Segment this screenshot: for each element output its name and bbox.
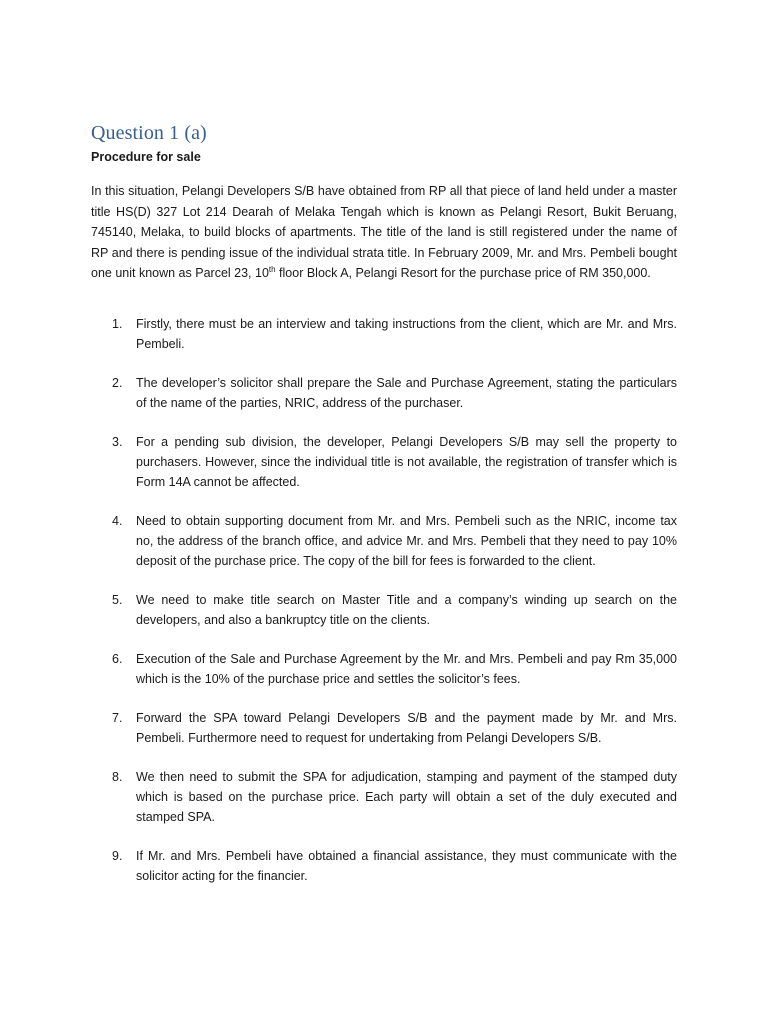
intro-text-part-1: In this situation, Pelangi Developers S/B have obtained from RP all that piece of land held under a master title HS(D) 327 Lot 214 Dearah of Melaka Tengah which is known as Pelangi Resort, Bukit Beruang, 745140, Melaka, to build blocks of apartments. The title of the land is still registered under the name of RP and there is pending issue of the individual strata title. In February 2009, Mr. and Mrs. Pembeli bought one unit known as Parcel 23, 10 [91, 184, 677, 281]
intro-paragraph [91, 181, 677, 284]
step-text: We need to make title search on Master Title and a company’s winding up search on the developers, and also a bankruptcy title on the clients. [136, 593, 677, 627]
procedure-step [91, 511, 677, 571]
section-title: Procedure for sale [91, 150, 201, 164]
procedure-step [91, 846, 677, 886]
question-title: Question 1 (a) [91, 122, 207, 144]
procedure-step [91, 649, 677, 689]
procedure-step [91, 590, 677, 630]
step-number: 6. [112, 652, 123, 666]
step-text: Forward the SPA toward Pelangi Developers S/B and the payment made by Mr. and Mrs. Pembeli. Furthermore need to request for undertaking from Pelangi Developers S/B. [136, 711, 677, 745]
step-text: Execution of the Sale and Purchase Agreement by the Mr. and Mrs. Pembeli and pay Rm 35,000 which is the 10% of the purchase price and settles the solicitor’s fees. [136, 652, 677, 686]
procedure-step [91, 432, 677, 492]
procedure-step [91, 314, 677, 354]
procedure-step [91, 708, 677, 748]
intro-superscript: th [268, 265, 276, 275]
intro-text-part-2: floor Block A, Pelangi Resort for the purchase price of RM 350,000. [275, 266, 651, 281]
step-number: 9. [112, 849, 123, 863]
procedure-step [91, 767, 677, 827]
step-text: If Mr. and Mrs. Pembeli have obtained a financial assistance, they must communicate with the solicitor acting for the financier. [136, 849, 677, 883]
step-text: We then need to submit the SPA for adjudication, stamping and payment of the stamped duty which is based on the purchase price. Each party will obtain a set of the duly executed and stamped SPA. [136, 770, 677, 824]
step-number: 5. [112, 593, 123, 607]
step-text: The developer’s solicitor shall prepare the Sale and Purchase Agreement, stating the particulars of the name of the parties, NRIC, address of the purchaser. [136, 376, 677, 410]
step-number: 1. [112, 317, 123, 331]
step-text: For a pending sub division, the developer, Pelangi Developers S/B may sell the property to purchasers. However, since the individual title is not available, the registration of transfer which is Form 14A cannot be affected. [136, 435, 677, 489]
step-number: 2. [112, 376, 123, 390]
procedure-list [91, 314, 677, 905]
step-number: 7. [112, 711, 123, 725]
step-number: 8. [112, 770, 123, 784]
step-number: 3. [112, 435, 123, 449]
step-text: Need to obtain supporting document from Mr. and Mrs. Pembeli such as the NRIC, income tax no, the address of the branch office, and advice Mr. and Mrs. Pembeli that they need to pay 10% deposit of the purchase price. The copy of the bill for fees is forwarded to the client. [136, 514, 677, 568]
step-number: 4. [112, 514, 123, 528]
step-text: Firstly, there must be an interview and taking instructions from the client, which are Mr. and Mrs. Pembeli. [136, 317, 677, 351]
procedure-step [91, 373, 677, 413]
